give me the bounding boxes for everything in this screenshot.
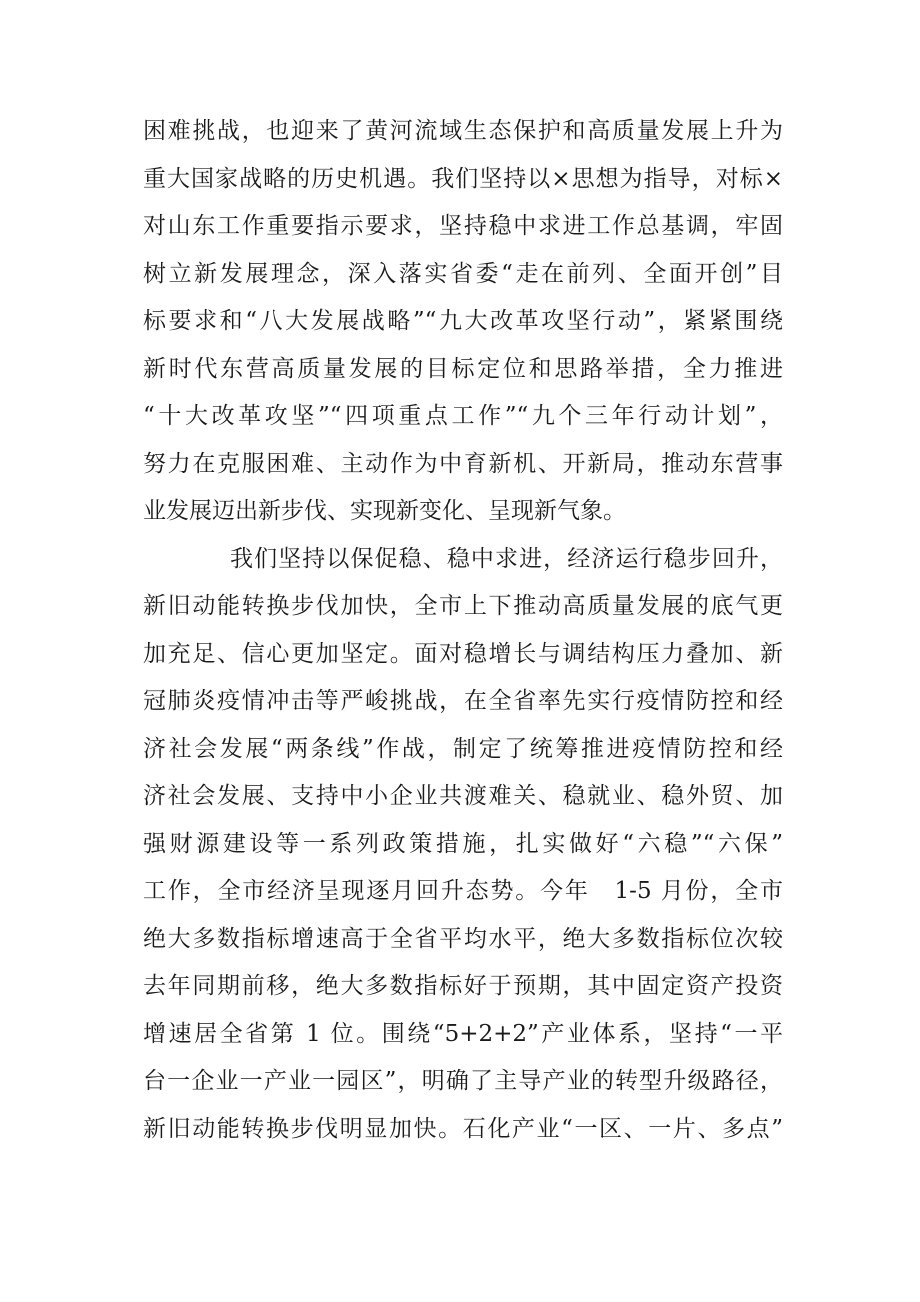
text-line: 工作，全市经济呈现逐月回升态势。今年 1-5 月份，全市: [143, 878, 783, 904]
text-line: 标要求和“八大发展战略”“九大改革攻坚行动”，紧紧围绕: [143, 308, 783, 334]
text-line: 新旧动能转换步伐明显加快。石化产业“一区、一片、多点”: [143, 1115, 783, 1142]
text-line: 冠肺炎疫情冲击等严峻挑战，在全省率先实行疫情防控和经: [143, 688, 783, 714]
text-line: 绝大多数指标增速高于全省平均水平，绝大多数指标位次较: [143, 925, 783, 952]
text-line: 努力在克服困难、主动作为中育新机、开新局，推动东营事: [143, 450, 783, 477]
body-text: [143, 108, 783, 1153]
paragraph-1: [143, 108, 783, 536]
text-line: 困难挑战，也迎来了黄河流域生态保护和高质量发展上升为: [143, 118, 783, 144]
text-line: 加充足、信心更加坚定。面对稳增长与调结构压力叠加、新: [143, 640, 783, 667]
text-line: 济社会发展、支持中小企业共渡难关、稳就业、稳外贸、加: [143, 783, 783, 809]
text-line: 树立新发展理念，深入落实省委“走在前列、全面开创”目: [143, 260, 783, 287]
text-line: 业发展迈出新步伐、实现新变化、呈现新气象。: [143, 498, 626, 524]
text-line: 去年同期前移，绝大多数指标好于预期，其中固定资产投资: [143, 973, 783, 999]
text-line: 济社会发展“两条线”作战，制定了统筹推进疫情防控和经: [143, 735, 783, 762]
text-line: 我们坚持以保促稳、稳中求进，经济运行稳步回升，: [230, 545, 783, 572]
text-line: “十大改革攻坚”“四项重点工作”“九个三年行动计划”，: [143, 403, 783, 429]
text-line: 重大国家战略的历史机遇。我们坚持以×思想为指导，对标×: [143, 165, 783, 192]
paragraph-2: [143, 536, 783, 1154]
text-line: 增速居全省第 1 位。围绕“5+2+2”产业体系，坚持“一平: [143, 1020, 783, 1047]
text-line: 新时代东营高质量发展的目标定位和思路举措，全力推进: [143, 355, 783, 382]
text-line: 强财源建设等一系列政策措施，扎实做好“六稳”“六保”: [143, 830, 783, 857]
text-line: 新旧动能转换步伐加快，全市上下推动高质量发展的底气更: [143, 593, 783, 619]
text-line: 对山东工作重要指示要求，坚持稳中求进工作总基调，牢固: [143, 213, 783, 239]
text-line: 台一企业一产业一园区”，明确了主导产业的转型升级路径，: [143, 1068, 783, 1094]
